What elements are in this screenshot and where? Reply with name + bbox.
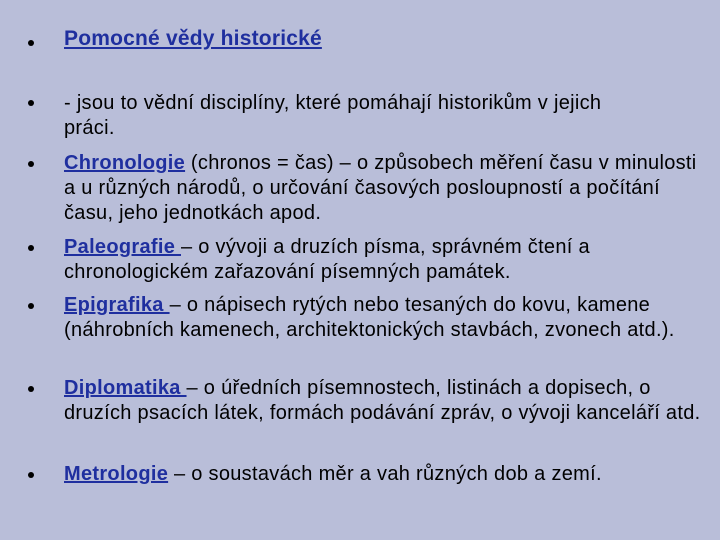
term-metrologie: Metrologie xyxy=(64,463,169,485)
list-item-chronologie xyxy=(64,151,704,226)
description-metrologie: – o soustavách měr a vah různých dob a zemí. xyxy=(168,463,602,485)
list-item-epigrafika xyxy=(64,293,704,343)
slide-title: Pomocné vědy historické xyxy=(64,27,322,50)
bullet-icon xyxy=(28,472,34,478)
bullet-icon xyxy=(28,40,34,46)
bullet-icon xyxy=(28,386,34,392)
term-diplomatika: Diplomatika xyxy=(64,377,187,399)
list-item-diplomatika xyxy=(64,376,704,426)
list-item-paleografie xyxy=(64,235,704,285)
term-epigrafika: Epigrafika xyxy=(64,294,170,316)
intro-text: - jsou to vědní disciplíny, které pomáhají historikům v jejich práci. xyxy=(64,92,602,139)
description-paleografie: – o vývoji a druzích písma, správném čtení a chronologickém zařazování písemných památek. xyxy=(64,236,590,283)
term-chronologie: Chronologie xyxy=(64,152,186,174)
description-chronologie: (chronos = čas) – o způsobech měření času v minulosti a u různých národů, o určování časových posloupností a počítání času, jeho jednotkách apod. xyxy=(64,152,697,224)
bullet-icon xyxy=(28,161,34,167)
bullet-icon xyxy=(28,245,34,251)
description-diplomatika: – o úředních písemnostech, listinách a dopisech, o druzích psacích látek, formách podávání zpráv, o vývoji kanceláří atd. xyxy=(64,377,701,424)
list-item-metrologie xyxy=(64,462,704,487)
description-epigrafika: – o nápisech rytých nebo tesaných do kovu, kamene (náhrobních kamenech, architektonických stavbách, zvonech atd.). xyxy=(64,294,675,341)
term-paleografie: Paleografie xyxy=(64,236,181,258)
bullet-icon xyxy=(28,100,34,106)
bullet-icon xyxy=(28,303,34,309)
